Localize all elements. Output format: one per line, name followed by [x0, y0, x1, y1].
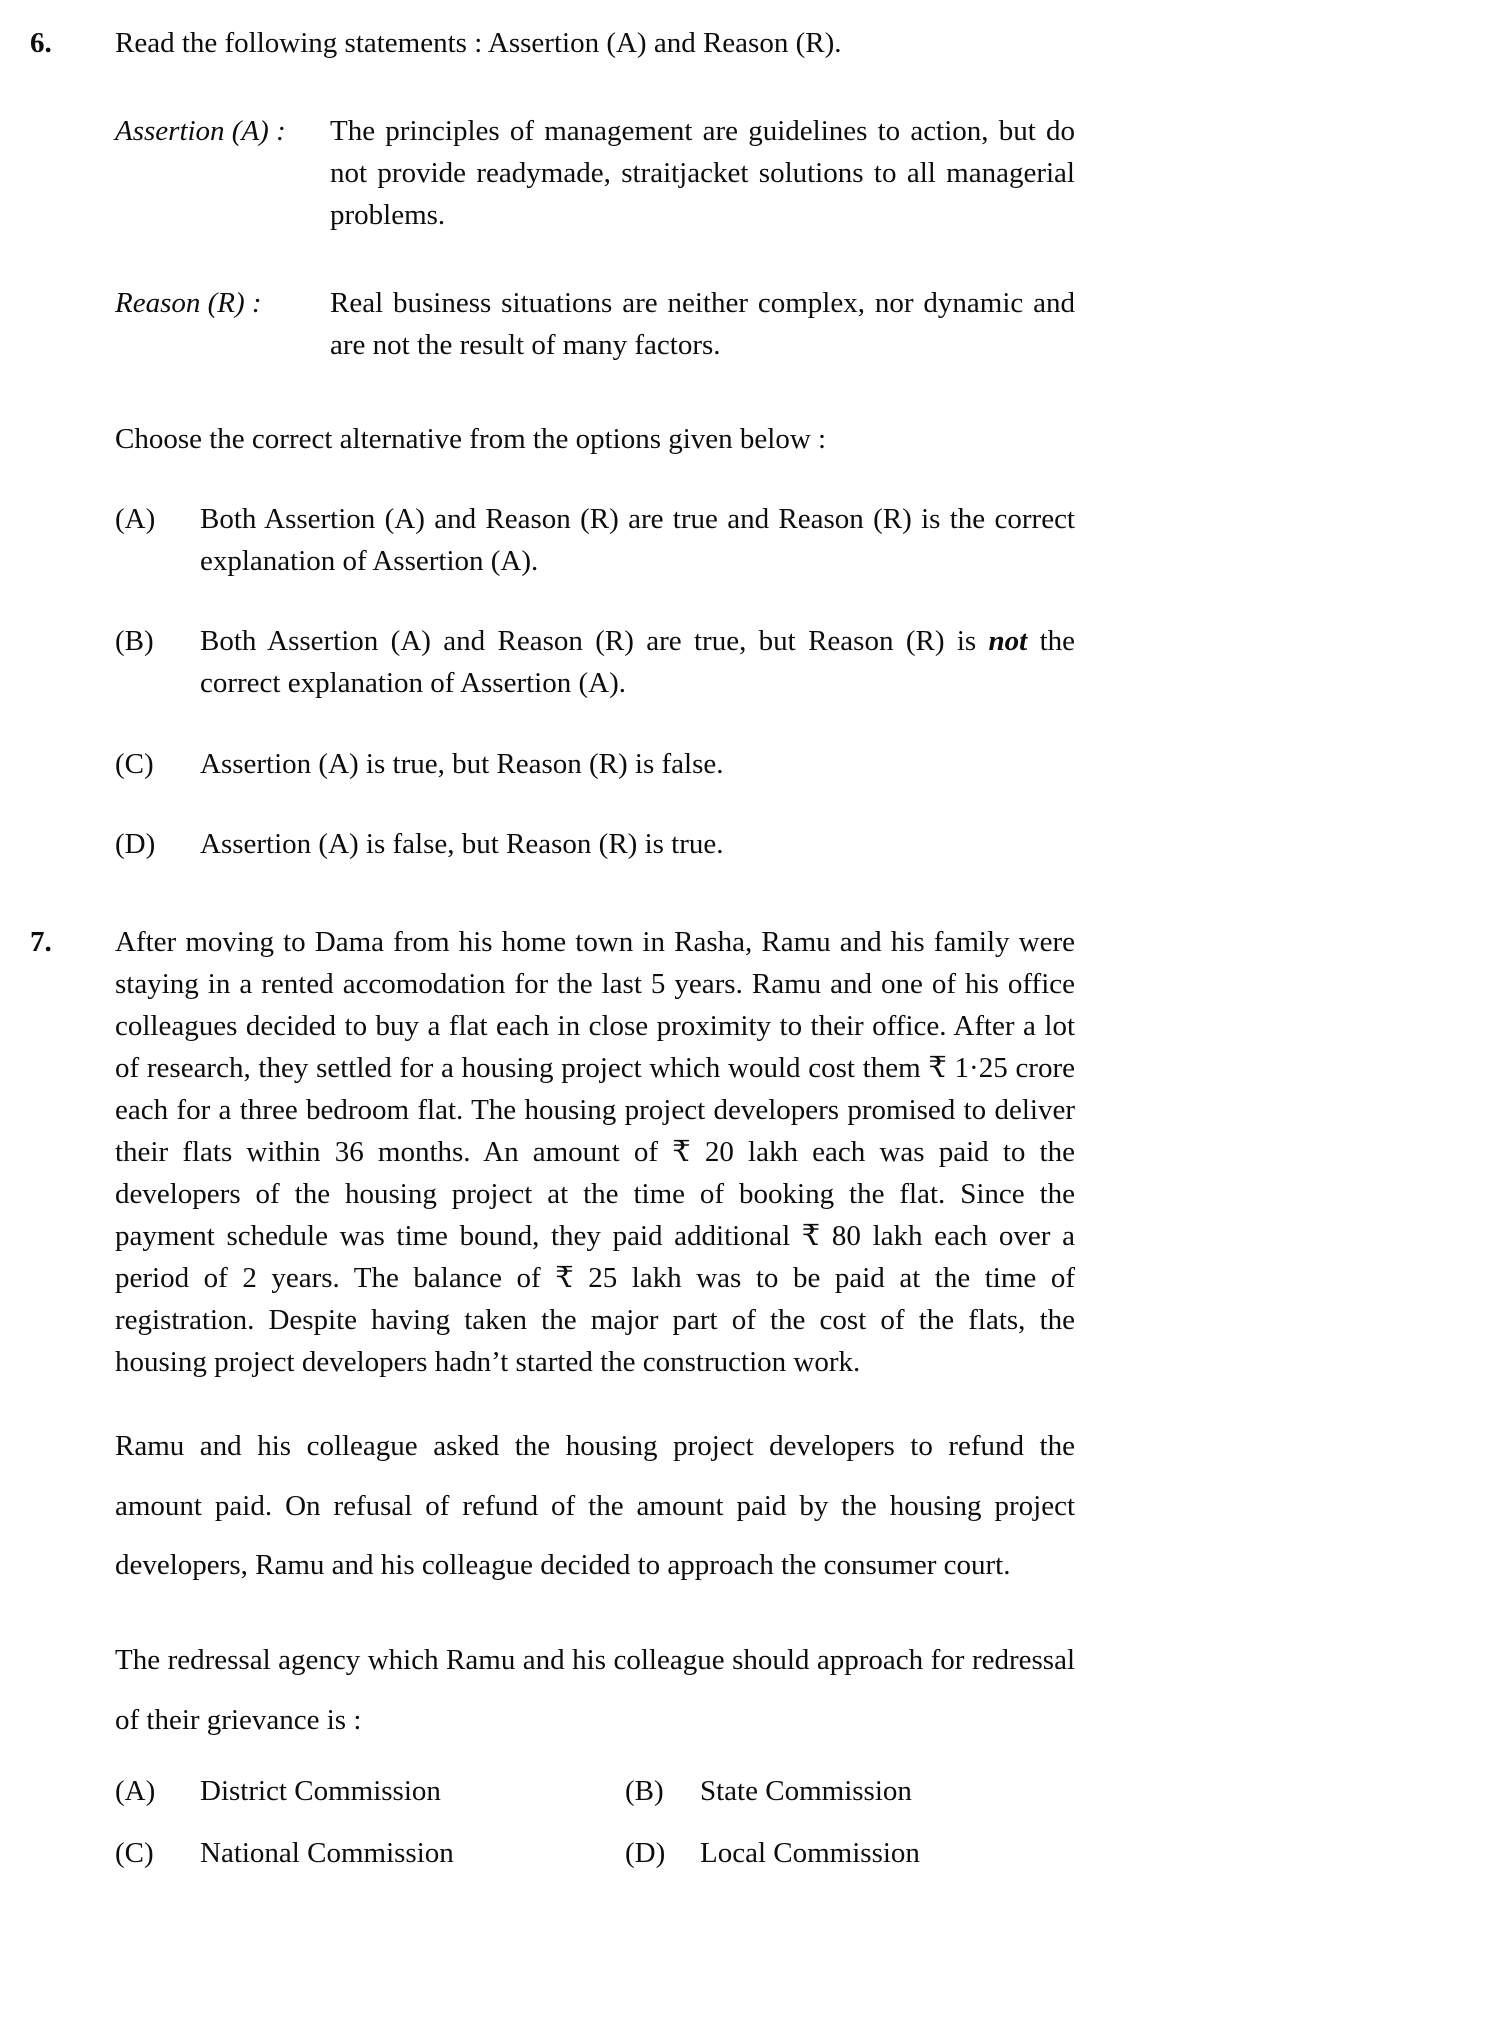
option-letter-b7: (B): [625, 1775, 664, 1808]
option-letter-a: (A): [115, 503, 156, 536]
option-row-c: [115, 743, 1075, 785]
option-row-d: [115, 823, 1075, 865]
reason-row: [115, 282, 1075, 366]
question-7-number: 7.: [30, 925, 52, 958]
option-text-b7: State Commission: [700, 1775, 912, 1808]
option-row-b: [115, 620, 1075, 704]
question-7: [0, 921, 1505, 1875]
option-b-text-not: not: [988, 625, 1028, 658]
option-cell-d: [625, 1832, 1075, 1874]
question-7-query-paragraph: The redressal agency which Ramu and his colleague should approach for redressal of their grievance is :: [115, 1644, 1075, 1736]
option-letter-c7: (C): [115, 1837, 154, 1870]
option-cell-a: [115, 1770, 625, 1812]
option-text-c: Assertion (A) is true, but Reason (R) is false.: [200, 747, 724, 780]
assertion-text: The principles of management are guidelines to action, but do not provide readymade, straitjacket solutions to all managerial problems.: [330, 115, 1075, 232]
option-text-a: Both Assertion (A) and Reason (R) are true and Reason (R) is the correct explanation of Assertion (A).: [200, 503, 1075, 578]
option-letter-a7: (A): [115, 1775, 156, 1808]
reason-label: Reason (R) :: [115, 287, 262, 320]
question-7-options: [115, 1770, 1075, 1874]
assertion-label: Assertion (A) :: [115, 115, 286, 148]
option-cell-c: [115, 1832, 625, 1874]
option-text-c7: National Commission: [200, 1837, 454, 1870]
assertion-row: [115, 110, 1075, 236]
question-6-number: 6.: [30, 27, 52, 59]
question-7-case-paragraph: After moving to Dama from his home town in Rasha, Ramu and his family were staying in a rented accomodation for the last 5 years. Ramu and one of his office colleagues decided to buy a flat each in close proximity to their office. After a lot of research, they settled for a housing project which would cost them ₹ 1·25 crore each for a three bedroom flat. The housing project developers promised to deliver their flats within 36 months. An amount of ₹ 20 lakh each was paid to the developers of the housing project at the time of booking the flat. Since the payment schedule was time bound, they paid additional ₹ 80 lakh each over a period of 2 years. The balance of ₹ 25 lakh was to be paid at the time of registration. Despite having taken the major part of the cost of the flats, the housing project developers hadn’t started the construction work.: [115, 925, 1075, 1379]
option-letter-b: (B): [115, 625, 154, 658]
question-6-body: [115, 22, 1075, 865]
option-text-d7: Local Commission: [700, 1837, 920, 1870]
question-7-body: [115, 921, 1075, 1875]
option-cell-b: [625, 1770, 1075, 1812]
option-row-cd: [115, 1832, 1075, 1874]
option-b-text-post: the correct explanation of Assertion (A).: [200, 625, 1076, 700]
option-text-a7: District Commission: [200, 1775, 441, 1808]
question-6: [0, 22, 1505, 865]
option-letter-d7: (D): [625, 1837, 666, 1870]
reason-text: Real business situations are neither complex, nor dynamic and are not the result of many factors.: [330, 287, 1075, 362]
option-row-a: [115, 498, 1075, 582]
option-b-text-pre: Both Assertion (A) and Reason (R) are true, but Reason (R) is: [200, 625, 989, 658]
option-letter-c: (C): [115, 747, 154, 780]
option-text-b: [200, 620, 1075, 704]
choose-line: Choose the correct alternative from the options given below :: [115, 423, 827, 456]
option-letter-d: (D): [115, 827, 156, 860]
option-text-d: Assertion (A) is false, but Reason (R) is true.: [200, 827, 724, 860]
question-7-refund-paragraph: Ramu and his colleague asked the housing project developers to refund the amount paid. On refusal of refund of the amount paid by the housing project developers, Ramu and his colleague decided to approach the consumer court.: [115, 1430, 1075, 1581]
question-6-intro: Read the following statements : Assertion (A) and Reason (R).: [115, 27, 842, 59]
option-row-ab: [115, 1770, 1075, 1812]
